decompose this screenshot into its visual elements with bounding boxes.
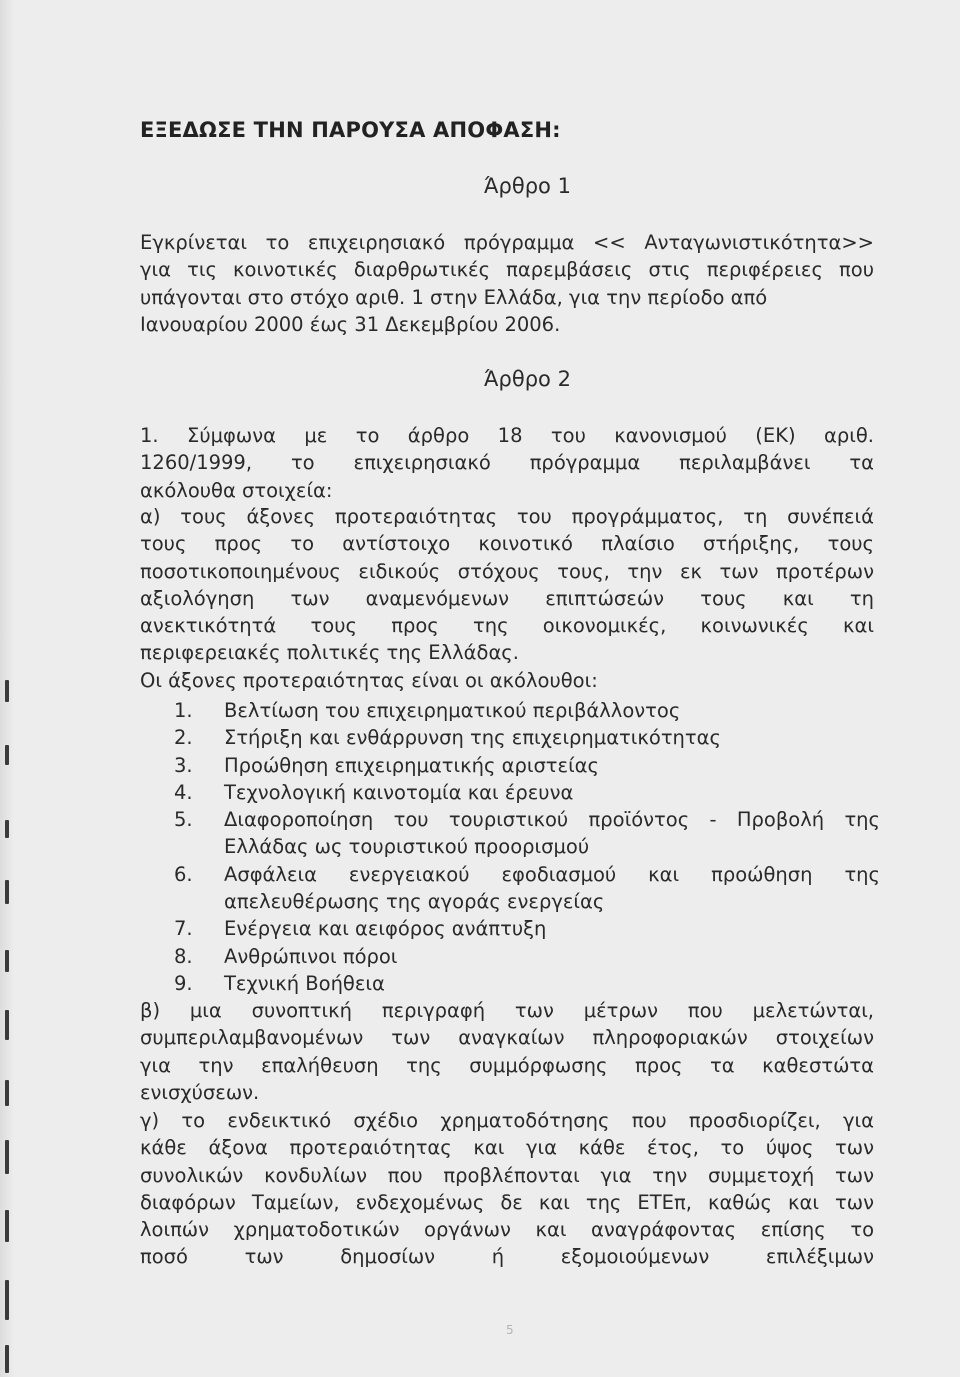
- text-line: Ιανουαρίου 2000 έως 31 Δεκεμβρίου 2006.: [140, 312, 561, 336]
- list-text: Τεχνολογική καινοτομία και έρευνα: [224, 780, 574, 804]
- list-text: Ανθρώπινοι πόροι: [224, 944, 398, 968]
- list-text: Βελτίωση του επιχειρηματικού περιβάλλοντος: [224, 699, 681, 722]
- list-item: [140, 724, 880, 751]
- text-line: λοιπών χρηματοδοτικών οργάνων και αναγράφοντας επίσης το: [140, 1218, 874, 1242]
- text-line: ανεκτικότητά τους προς της οικονομικές, κοινωνικές και: [140, 614, 874, 638]
- text-line: περιφερειακές πολιτικές της Ελλάδας.: [140, 641, 519, 665]
- scan-edge-mark: [5, 1140, 9, 1174]
- text-line: τους προς το αντίστοιχο κοινοτικό πλαίσιο στήριξης, τους: [140, 532, 874, 556]
- list-item: [140, 943, 880, 970]
- scan-edge-mark: [5, 880, 9, 904]
- page-number: 5: [506, 1323, 514, 1337]
- text-line: ποσοτικοποιημένους ειδικούς στόχους τους, την εκ των προτέρων: [140, 559, 874, 583]
- list-item: [140, 806, 880, 861]
- scan-edge-mark: [5, 820, 9, 838]
- scan-edge-mark: [5, 1010, 9, 1040]
- text-line: συμπεριλαμβανομένων των αναγκαίων πληροφοριακών στοιχείων: [140, 1026, 874, 1050]
- list-number: 7.: [174, 917, 193, 941]
- text-line: Εγκρίνεται το επιχειρησιακό πρόγραμμα << Ανταγωνιστικότητα>>: [140, 231, 874, 254]
- article-1-body: [140, 229, 874, 338]
- list-number: 1.: [174, 699, 193, 722]
- list-text: Προώθηση επιχειρηματικής αριστείας: [224, 753, 599, 777]
- list-number: 9.: [174, 971, 193, 995]
- scan-edge-mark: [5, 1345, 9, 1373]
- text-line: γ) το ενδεικτικό σχέδιο χρηματοδότησης που προσδιορίζει, για: [140, 1109, 874, 1132]
- scan-edge-mark: [5, 745, 9, 765]
- axes-intro: Οι άξονες προτεραιότητας είναι οι ακόλουθοι:: [140, 669, 598, 692]
- text-line: κάθε άξονα προτεραιότητας και για κάθε έτος, το ύψος των: [140, 1136, 874, 1160]
- article-2-title: Άρθρο 2: [484, 367, 571, 391]
- scan-edge-mark: [5, 950, 9, 972]
- list-number: 8.: [174, 944, 193, 968]
- list-item: [140, 970, 880, 997]
- text-line: 1. Σύμφωνα με το άρθρο 18 του κανονισμού (ΕΚ) αριθ.: [140, 424, 874, 447]
- list-item: [140, 752, 880, 779]
- article-2-item-a: [140, 503, 874, 667]
- text-line: β) μια συνοπτική περιγραφή των μέτρων που μελετώνται,: [140, 999, 874, 1022]
- list-text: Ενέργεια και αειφόρος ανάπτυξη: [224, 917, 547, 941]
- text-line: ακόλουθα στοιχεία:: [140, 478, 333, 502]
- list-text: Διαφοροποίηση του τουριστικού προϊόντος - Προβολή της: [224, 808, 880, 832]
- text-line: συνολικών κονδυλίων που προβλέπονται για την συμμετοχή των: [140, 1163, 874, 1187]
- text-line: 1260/1999, το επιχειρησιακό πρόγραμμα περιλαμβάνει τα: [140, 451, 874, 475]
- text-line: για τις κοινοτικές διαρθρωτικές παρεμβάσεις στις περιφέρειες που: [140, 258, 874, 282]
- list-number: 2.: [174, 726, 193, 750]
- list-item: [140, 861, 880, 916]
- scan-edge-mark: [5, 1080, 9, 1106]
- scan-edge-mark: [5, 1280, 9, 1320]
- list-item: [140, 697, 880, 724]
- scan-edge-mark: [5, 680, 9, 702]
- list-number: 4.: [174, 780, 193, 804]
- article-2-item-b: [140, 997, 874, 1106]
- list-number: 6.: [174, 862, 193, 886]
- text-line: υπάγονται στο στόχο αριθ. 1 στην Ελλάδα, για την περίοδο από: [140, 285, 768, 309]
- text-line: αξιολόγηση των αναμενόμενων επιπτώσεών τους και τη: [140, 586, 874, 610]
- article-1-title: Άρθρο 1: [484, 174, 571, 198]
- text-line: για την επαλήθευση της συμμόρφωσης προς τα καθεστώτα: [140, 1053, 874, 1077]
- list-text: Ασφάλεια ενεργειακού εφοδιασμού και προώθηση της: [224, 862, 880, 886]
- article-2-item-c: [140, 1107, 874, 1271]
- text-line: διαφόρων Ταμείων, ενδεχομένως δε και της ΕΤΕπ, καθώς και των: [140, 1190, 874, 1214]
- list-text: Τεχνική Βοήθεια: [224, 971, 385, 995]
- list-text: Στήριξη και ενθάρρυνση της επιχειρηματικότητας: [224, 726, 721, 750]
- text-line: α) τους άξονες προτεραιότητας του προγράμματος, τη συνέπειά: [140, 505, 874, 528]
- list-number: 5.: [174, 808, 193, 832]
- text-line: ποσό των δημοσίων ή εξομοιούμενων επιλέξιμων: [140, 1245, 874, 1269]
- list-text: Ελλάδας ως τουριστικού προορισμού: [224, 835, 590, 859]
- list-item: [140, 779, 880, 806]
- decision-heading: ΕΞΕΔΩΣΕ ΤΗΝ ΠΑΡΟΥΣΑ ΑΠΟΦΑΣΗ:: [140, 118, 561, 142]
- list-number: 3.: [174, 753, 193, 777]
- list-item: [140, 915, 880, 942]
- priority-axes-list: [140, 697, 880, 997]
- text-line: ενισχύσεων.: [140, 1080, 260, 1104]
- list-text: απελευθέρωσης της αγοράς ενεργείας: [224, 890, 605, 914]
- article-2-intro: [140, 422, 874, 504]
- scan-edge-mark: [5, 1210, 9, 1242]
